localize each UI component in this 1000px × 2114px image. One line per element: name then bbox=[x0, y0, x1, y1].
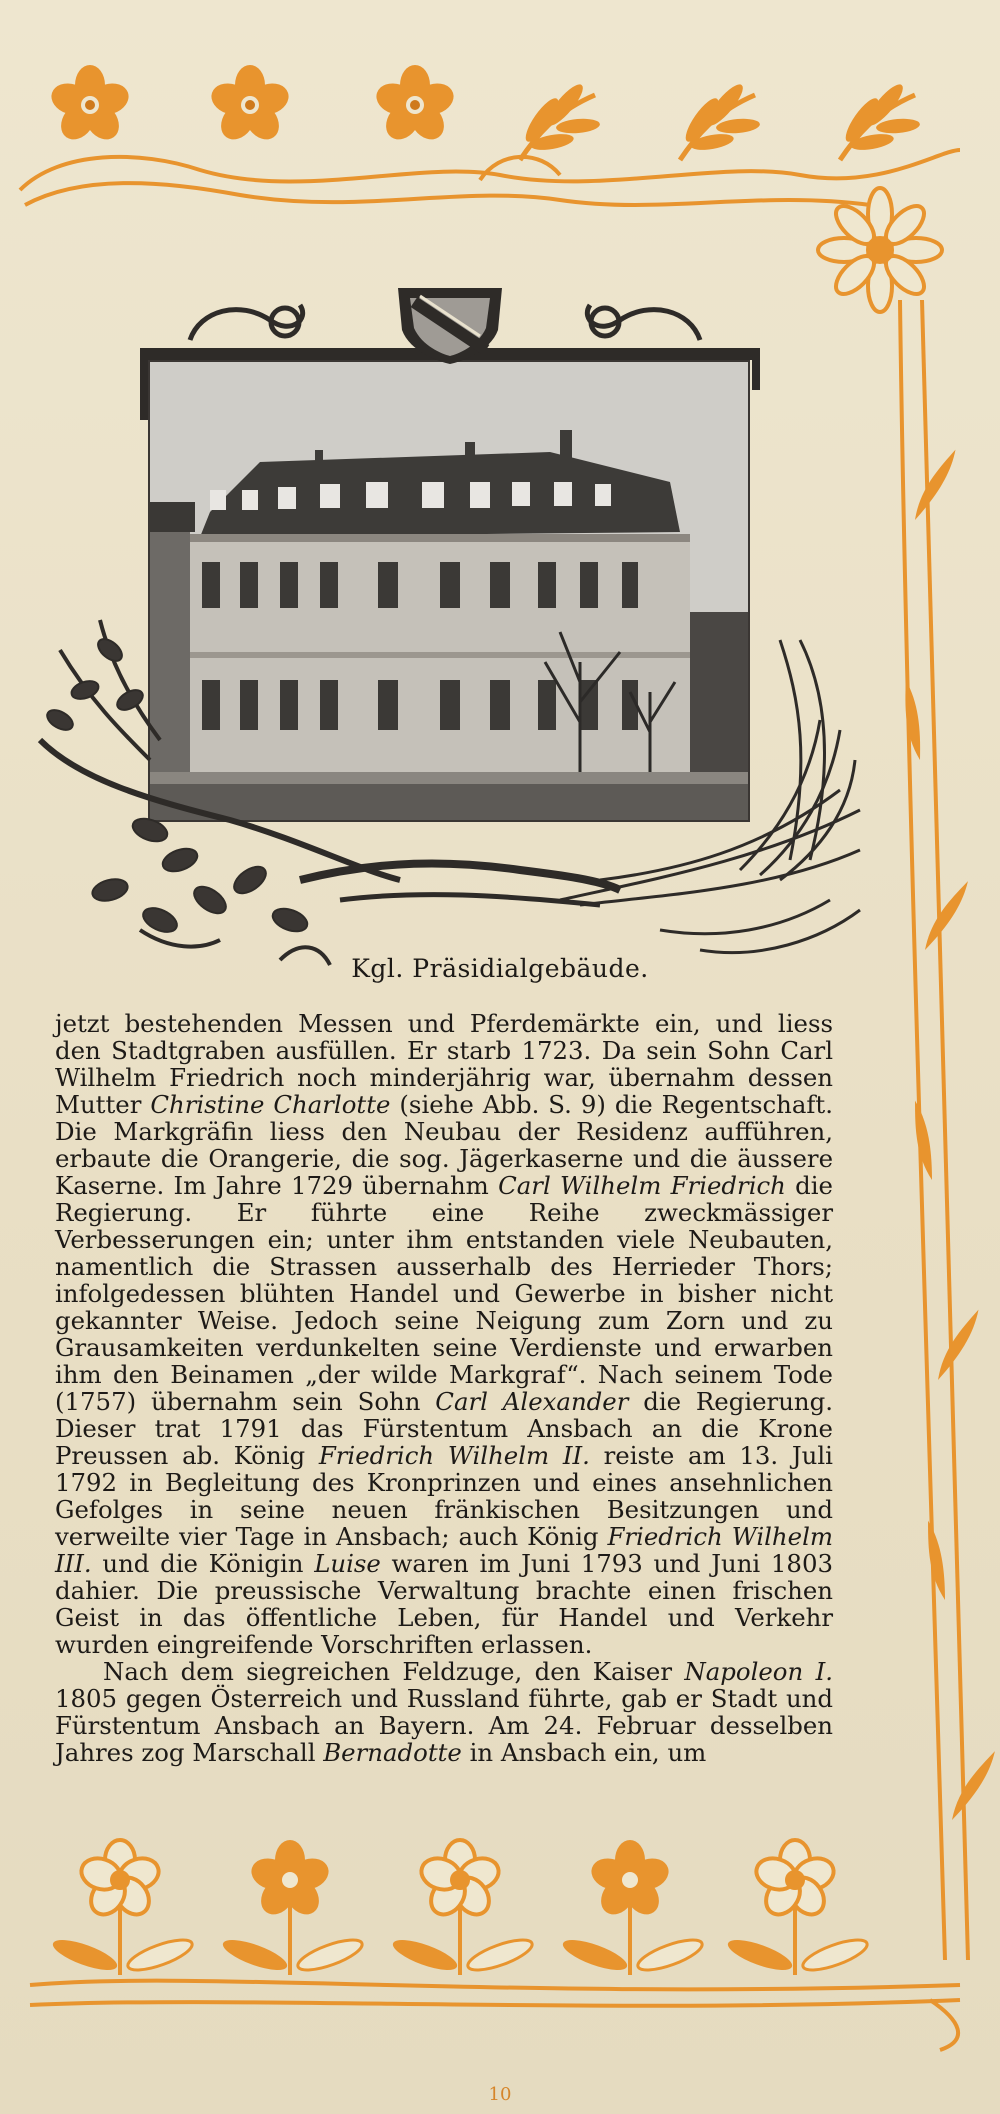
text-run: in Ansbach ein, um bbox=[461, 1738, 707, 1767]
italic-name: Christine Charlotte bbox=[150, 1090, 391, 1119]
text-run: 1805 gegen Österreich und Russland führte, gab er Stadt und Fürstentum Ansbach an Bayern. Am 24. Februar desselben Jahres zog Marschall bbox=[55, 1684, 833, 1767]
text-run: Nach dem siegreichen Feldzuge, den Kaiser bbox=[103, 1657, 685, 1686]
italic-name: Carl Alexander bbox=[435, 1387, 629, 1416]
foliage-ornament-icon bbox=[40, 620, 620, 937]
italic-name: Friedrich Wilhelm II. bbox=[318, 1441, 590, 1470]
italic-name: Napoleon I. bbox=[684, 1657, 833, 1686]
text-run: waren im Juni 1793 und Juni 1803 dahier. Die preussische Verwaltung brachte einen frischen Geist in das öffentliche Leben, für Handel und Verkehr wurden eingreifende Vorschriften erlassen. bbox=[55, 1549, 833, 1659]
text-run: jetzt bestehenden Messen und Pferdemärkte ein, und liess den Stadtgraben ausfüllen. Er starb 1723. Da sein Sohn Carl Wilhelm Friedrich noch minderjährig war, übernahm dessen Mutter bbox=[55, 1009, 833, 1119]
text-run: die Regierung. Er führte eine Reihe zweckmässiger Verbesserungen ein; unter ihm entstanden viele Neubauten, namentlich die Strassen ausserhalb des Herrieder Thors; infolgedessen blühten Handel und Gewerbe in bisher nicht gekannter Weise. Jedoch seine Neigung zum Zorn und zu Grausamkeiten verdunkelten seine Verdienste und erwarben ihm den Beinamen „der wilde Markgraf“. Nach seinem Tode (1757) übernahm sein Sohn bbox=[55, 1171, 833, 1416]
page-number: 10 bbox=[488, 2084, 512, 2105]
italic-name: Friedrich Wilhelm III. bbox=[55, 1522, 834, 1578]
paragraph bbox=[55, 1010, 833, 1658]
text-run: reiste am 13. Juli 1792 in Begleitung des Kronprinzen und eines ansehnlichen Gefolges in seine neuen fränkischen Besitzungen und verweilte vier Tage in Ansbach; auch König bbox=[55, 1441, 833, 1551]
palm-frond-ornament bbox=[560, 640, 860, 953]
text-run: und die Königin bbox=[91, 1549, 315, 1578]
paragraph bbox=[55, 1658, 833, 1766]
italic-name: Luise bbox=[314, 1549, 381, 1578]
italic-name: Carl Wilhelm Friedrich bbox=[498, 1171, 786, 1200]
text-run: die Regierung. Dieser trat 1791 das Fürstentum Ansbach an die Krone Preussen ab. König bbox=[55, 1387, 833, 1470]
italic-name: Bernadotte bbox=[323, 1738, 462, 1767]
photo-caption: Kgl. Präsidialgebäude. bbox=[351, 954, 649, 983]
text-run: (siehe Abb. S. 9) die Regentschaft. Die Markgräfin liess den Neubau der Residenz aufführen, erbaute die Orangerie, die sog. Jägerkaserne und die äussere Kaserne. Im Jahre 1729 übernahm bbox=[55, 1090, 833, 1200]
body-text bbox=[55, 1010, 833, 1766]
